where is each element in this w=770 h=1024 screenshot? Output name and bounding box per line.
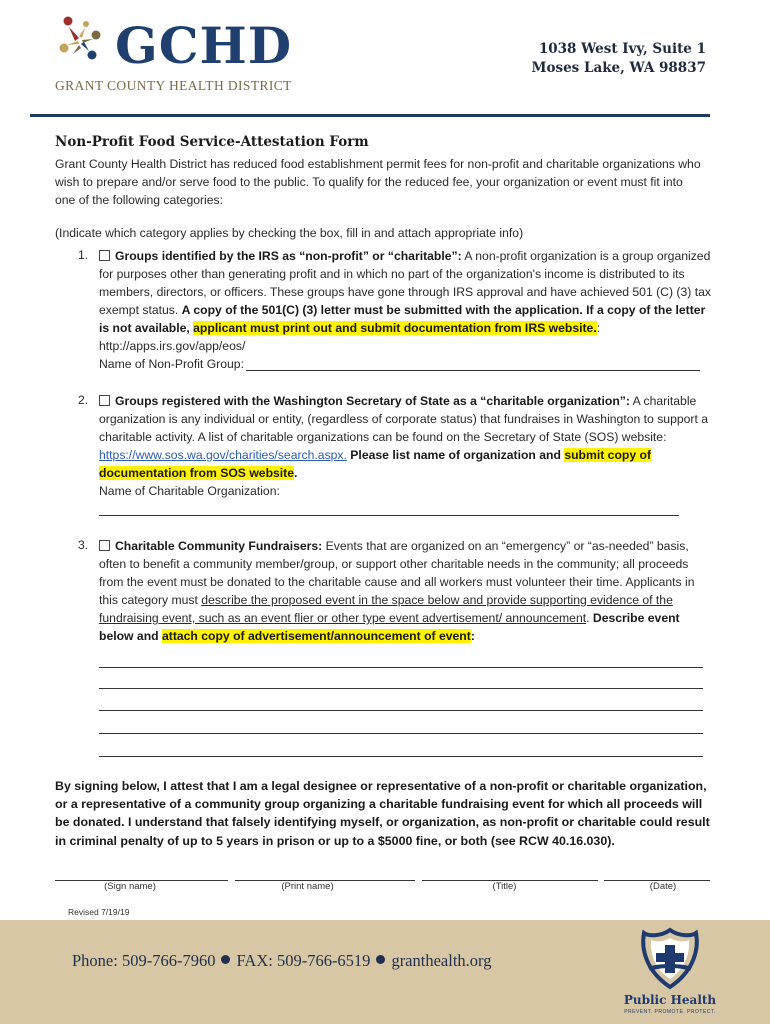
form-title: Non-Profit Food Service-Attestation Form <box>55 134 369 150</box>
item-2-after-highlight: . <box>294 466 298 480</box>
logo-wordmark: GCHD <box>115 16 293 75</box>
item-3-text: Events that are organized on an “emergency” or “as-needed” basis, often to benefit a community member/group, or support other charitable needs in the community; all proceeds from the event must be donated to the charitable cause and all workers must volunteer their time. Applicants in this category must <box>99 539 695 607</box>
item-2-block <box>99 392 714 500</box>
item-3-number: 3. <box>78 538 89 552</box>
footer-fax: FAX: 509-766-6519 <box>236 951 371 970</box>
public-health-tagline: PREVENT. PROMOTE. PROTECT. <box>624 1009 716 1015</box>
event-description-line-4[interactable] <box>99 733 703 734</box>
item-1-heading: Groups identified by the IRS as “non-profit” or “charitable”: <box>115 249 462 263</box>
footer-contact <box>72 951 491 971</box>
print-name-label: (Print name) <box>281 881 334 892</box>
item-1-block <box>99 247 714 373</box>
instructions-text: (Indicate which category applies by checking the box, fill in and attach appropriate info) <box>55 226 524 240</box>
item-2-checkbox[interactable] <box>99 395 110 406</box>
sign-name-label: (Sign name) <box>104 881 156 892</box>
address-line-2: Moses Lake, WA 98837 <box>531 60 706 76</box>
bullet-icon <box>221 955 230 964</box>
footer-website[interactable]: granthealth.org <box>391 951 492 970</box>
item-1-highlight: applicant must print out and submit documentation from IRS website. <box>193 321 597 335</box>
revision-date: Revised 7/19/19 <box>68 907 130 917</box>
item-3-heading: Charitable Community Fundraisers: <box>115 539 323 553</box>
item-1-checkbox[interactable] <box>99 250 110 261</box>
item-3-bold-text: Describe event below and <box>99 611 680 643</box>
item-3-after-underlined: . <box>586 611 590 625</box>
sos-link[interactable]: https://www.sos.wa.gov/charities/search.aspx. <box>99 448 347 462</box>
intro-paragraph: Grant County Health District has reduced food establishment permit fees for non-profit and charitable organizations who wish to prepare and/or serve food to the public. To qualify for the reduced fee, your organization or event must fit into one of the following categories: <box>55 157 701 207</box>
date-label: (Date) <box>649 881 677 892</box>
bullet-icon <box>376 955 385 964</box>
item-2-bold-text: Please list name of organization and <box>346 448 565 462</box>
item-2-heading: Groups registered with the Washington Secretary of State as a “charitable organization”: <box>115 394 630 408</box>
footer-phone: Phone: 509-766-7960 <box>72 951 216 970</box>
irs-link[interactable]: http://apps.irs.gov/app/eos/ <box>99 339 246 353</box>
gchd-logo <box>55 14 305 94</box>
item-2-highlight: submit copy of documentation from SOS website <box>99 448 651 480</box>
item-3-highlight: attach copy of advertisement/announcement of event <box>161 629 471 643</box>
item-3-underlined: describe the proposed event in the space below and provide supporting evidence of the fundraising event, such as an event flier or other type event advertisement/ announcement <box>99 593 673 625</box>
item-3-block <box>99 537 714 645</box>
footer-band <box>0 920 770 1024</box>
item-1-text: A non-profit organization is a group organized for purposes other than generating profit and in which no part of the organization's income is distributed to its members, directors, or officers. These groups have gone through IRS approval and have achieved 501 (C) (3) tax exempt status. <box>99 249 711 317</box>
shield-cross-icon <box>622 927 718 991</box>
gchd-people-icon <box>55 14 115 74</box>
item-3-after-highlight: : <box>470 629 475 643</box>
logo-subtitle: GRANT COUNTY HEALTH DISTRICT <box>55 78 292 93</box>
item-1-after-highlight: : <box>596 321 601 335</box>
item-3-checkbox[interactable] <box>99 540 110 551</box>
non-profit-name-field[interactable] <box>246 370 700 371</box>
item-2-number: 2. <box>78 393 89 407</box>
item-2-field-label: Name of Charitable Organization: <box>99 484 280 498</box>
public-health-wordmark: Public Health <box>623 993 717 1007</box>
address-line-1: 1038 West Ivy, Suite 1 <box>538 41 706 57</box>
event-description-line-2[interactable] <box>99 688 703 689</box>
header-divider <box>30 114 710 117</box>
title-label: (Title) <box>492 881 517 892</box>
event-description-line-1[interactable] <box>99 667 703 668</box>
event-description-line-5[interactable] <box>99 756 703 757</box>
item-1-bold-text: A copy of the 501(C) (3) letter must be submitted with the application. If a copy of the letter is not available, <box>99 303 706 335</box>
public-health-logo <box>622 927 718 1019</box>
charitable-org-name-field[interactable] <box>99 515 679 516</box>
item-1-field-label: Name of Non-Profit Group: <box>99 357 244 371</box>
item-1-number: 1. <box>78 248 89 262</box>
address-block <box>532 40 706 78</box>
item-2-text: A charitable organization is any individual or entity, (regardless of corporate status) that fundraises in Washington to support a charitable activity. A list of charitable organizations can be found on the Secretary of State (SOS) website: <box>99 394 709 444</box>
event-description-line-3[interactable] <box>99 710 703 711</box>
attestation-paragraph: By signing below, I attest that I am a legal designee or representative of a non-profit or charitable organization, or a representative of a community group organizing a charitable fundraising event for which all proceeds will be donated. I understand that falsely identifying myself, or organization, as non-profit or charitable could result in criminal penalty of up to 5 years in prison or up to a $5000 fine, or both (see RCW 40.16.030). <box>55 779 710 848</box>
